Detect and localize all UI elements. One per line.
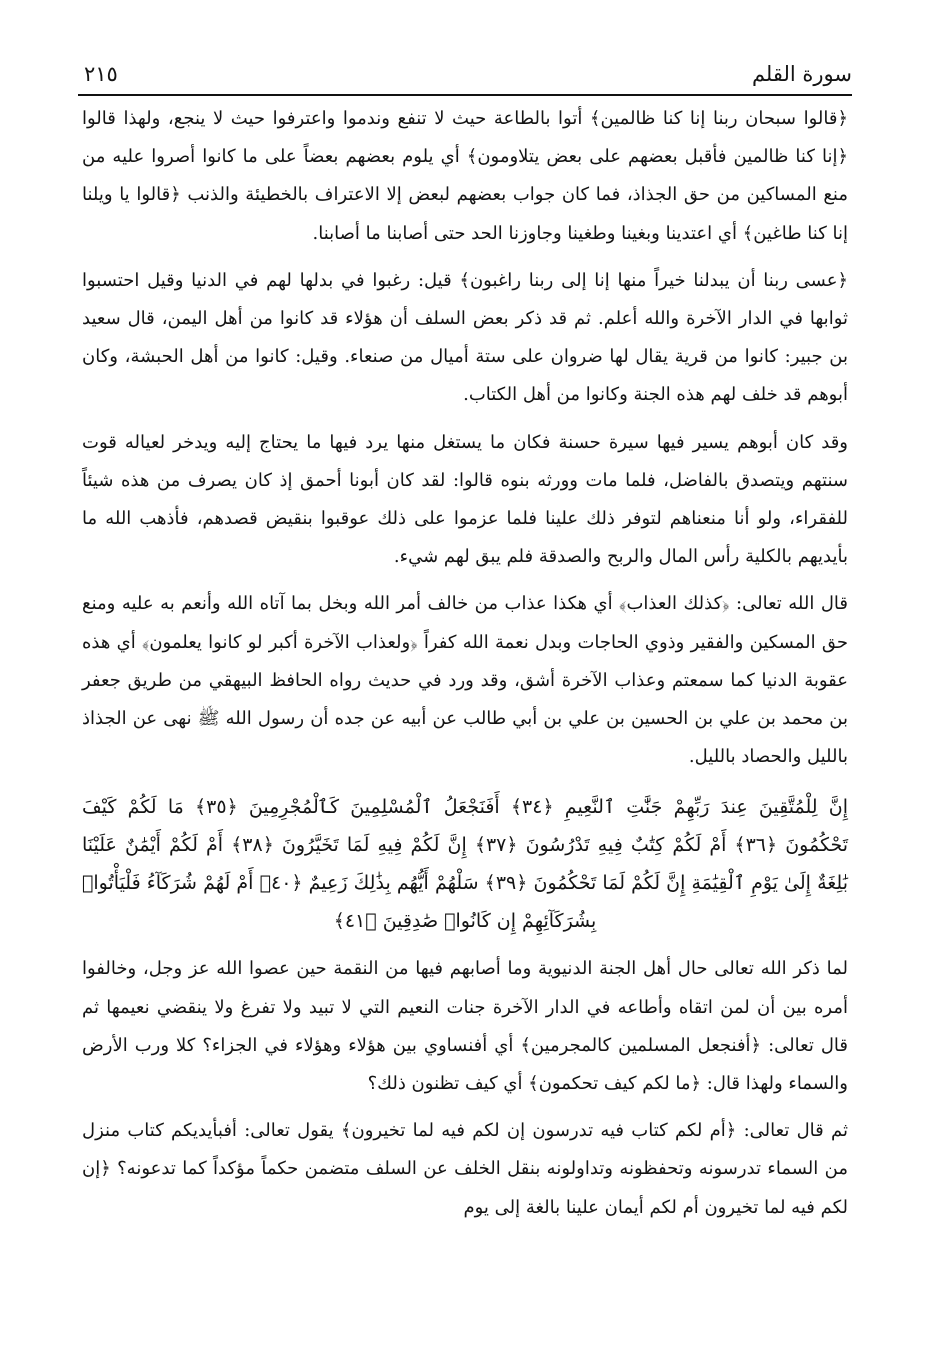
paragraph-5: لما ذكر الله تعالى حال أهل الجنة الدنيوية وما أصابهم فيها من النقمة حين عصوا الله عز وجل، وخالفوا أمره بين أن لمن اتقاه وأطاعه في الدار الآخرة جنات النعيم التي لا تبيد ولا تفرغ ولا ينقضي نعيمها ثم قال تعالى: ﴿أفنجعل المسلمين كالمجرمين﴾ أي أفنساوي بين هؤلاء وهؤلاء في الجزاء؟ كلا ورب الأرض والسماء ولهذا قال: ﴿ما لكم كيف تحكمون﴾ أي كيف تظنون ذلك؟ [82, 958, 848, 1095]
paragraph-2: ﴿عسى ربنا أن يبدلنا خيراً منها إنا إلى ربنا راغبون﴾ قيل: رغبوا في بدلها لهم في الدنيا وقيل احتسبوا ثوابها في الدار الآخرة والله أعلم. ثم قد ذكر بعض السلف أن هؤلاء قد كانوا من أهل اليمن، قال سعيد بن جبير: كانوا من قرية يقال لها ضروان على ستة أميال من صنعاء. وقيل: كانوا من أهل الحبشة، وكان أبوهم قد خلف لهم هذه الجنة وكانوا من أهل الكتاب. [82, 269, 848, 406]
paragraph-3: وقد كان أبوهم يسير فيها سيرة حسنة فكان ما يستغل منها يرد فيها ما يحتاج إليه ويدخر لعياله قوت سنتهم ويتصدق بالفاضل، فلما مات وورثه بنوه قالوا: لقد كان أبونا أحمق إذ كان يصرف من هذه شيئاً للفقراء، ولو أنا منعناهم لتوفر ذلك علينا فلما عزموا على ذلك عوقبوا بنقيض قصدهم، فأذهب الله ما بأيديهم بالكلية رأس المال والربح والصدقة فلم يبق لهم شيء. [82, 431, 848, 568]
page-number: ٢١٥ [84, 62, 118, 86]
surah-title: سورة القلم [751, 62, 852, 86]
quran-verses-block: إِنَّ لِلْمُتَّقِينَ عِندَ رَبِّهِمْ جَنَّٰتِ ٱلنَّعِيمِ ﴿٣٤﴾ أَفَنَجْعَلُ ٱلْمُسْلِمِينَ كَٱلْمُجْرِمِينَ ﴿٣٥﴾ مَا لَكُمْ كَيْفَ تَحْكُمُونَ ﴿٣٦﴾ أَمْ لَكُمْ كِتَٰبٌ فِيهِ تَدْرُسُونَ ﴿٣٧﴾ إِنَّ لَكُمْ فِيهِ لَمَا تَخَيَّرُونَ ﴿٣٨﴾ أَمْ لَكُمْ أَيْمَٰنٌ عَلَيْنَا بَٰلِغَةٌ إِلَىٰ يَوْمِ ٱلْقِيَٰمَةِ إِنَّ لَكُمْ لَمَا تَحْكُمُونَ ﴿٣٩﴾ سَلْهُمْ أَيُّهُم بِذَٰلِكَ زَعِيمٌ ﴿٤٠﴾ أَمْ لَهُمْ شُرَكَآءُ فَلْيَأْتُوا۟ بِشُرَكَآئِهِمْ إِن كَانُوا۟ صَٰدِقِينَ ﴿٤١﴾ [82, 796, 849, 933]
paragraph-6: ثم قال تعالى: ﴿أم لكم كتاب فيه تدرسون إن لكم فيه لما تخيرون﴾ يقول تعالى: أفبأيديكم كتاب منزل من السماء تدرسونه وتحفظونه وتداولونه بنقل الخلف عن السلف متضمن حكماً مؤكداً كما تدعونه؟ ﴿إن لكم فيه لما تخيرون أم لكم أيمان علينا بالغة إلى يوم [82, 1120, 848, 1218]
page-body [82, 100, 848, 1227]
paragraph-4: قال الله تعالى: ﴿كذلك العذاب﴾ أي هكذا عذاب من خالف أمر الله وبخل بما آتاه الله وأنعم به عليه ومنع حق المسكين والفقير وذوي الحاجات وبدل نعمة الله كفراً ﴿ولعذاب الآخرة أكبر لو كانوا يعلمون﴾ أي هذه عقوبة الدنيا كما سمعتم وعذاب الآخرة أشق، وقد ورد في حديث رواه الحافظ البيهقي من طريق جعفر بن محمد بن علي بن الحسين بن علي بن أبي طالب عن أبيه عن جده أن رسول الله ﷺ نهى عن الجذاذ بالليل والحصاد بالليل. [82, 593, 848, 768]
page-header [78, 56, 852, 96]
paragraph-1: ﴿قالوا سبحان ربنا إنا كنا ظالمين﴾ أتوا بالطاعة حيث لا تنفع وندموا واعترفوا حيث لا ينجع، ولهذا قالوا ﴿إنا كنا ظالمين فأقبل بعضهم على بعض يتلاومون﴾ أي يلوم بعضهم بعضاً على ما كانوا أصروا عليه من منع المساكين من حق الجذاذ، فما كان جواب بعضهم لبعض إلا الاعتراف بالخطيئة والذنب ﴿قالوا يا ويلنا إنا كنا طاغين﴾ أي اعتدينا وبغينا وطغينا وجاوزنا الحد حتى أصابنا ما أصابنا. [82, 108, 848, 244]
